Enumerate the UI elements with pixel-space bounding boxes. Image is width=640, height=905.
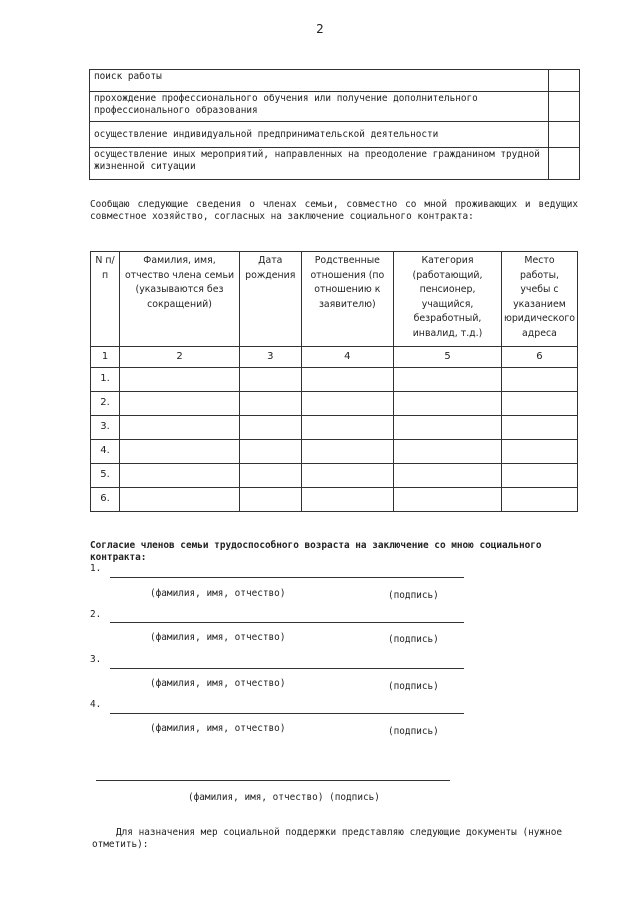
row-number: 6.: [91, 488, 120, 512]
table-row: [91, 392, 578, 416]
fullname-cell[interactable]: [120, 416, 240, 440]
intro-text: Сообщаю следующие сведения о членах семьи, совместно со мной проживающих и ведущих совместное хозяйство, согласных на заключение социального контракта:: [90, 199, 578, 222]
sign-caption: (подпись): [388, 726, 439, 737]
col-number: 5: [394, 347, 502, 368]
birthdate-cell[interactable]: [239, 488, 301, 512]
fullname-caption: (фамилия, имя, отчество): [150, 678, 286, 689]
option-checkbox[interactable]: [549, 148, 580, 180]
fullname-caption: (фамилия, имя, отчество): [150, 723, 286, 734]
family-members-table: [90, 251, 578, 512]
signature-number: 3.: [90, 654, 102, 665]
col-number: 1: [91, 347, 120, 368]
category-cell[interactable]: [394, 440, 502, 464]
option-label: осуществление индивидуальной предпринимательской деятельности: [90, 122, 549, 148]
table-row: [91, 464, 578, 488]
signature-number: 2.: [90, 609, 102, 620]
col-number: 4: [301, 347, 394, 368]
fullname-cell[interactable]: [120, 368, 240, 392]
workplace-cell[interactable]: [501, 440, 577, 464]
fullname-cell[interactable]: [120, 392, 240, 416]
table-row: [91, 488, 578, 512]
header-workplace: Место работы, учебы с указанием юридического адреса: [501, 252, 577, 347]
row-number: 3.: [91, 416, 120, 440]
header-fullname: Фамилия, имя, отчество члена семьи (указываются без сокращений): [120, 252, 240, 347]
category-cell[interactable]: [394, 416, 502, 440]
fullname-caption: (фамилия, имя, отчество): [150, 632, 286, 643]
page-number: 2: [316, 22, 324, 36]
option-label: прохождение профессионального обучения или получение дополнительного профессионального образования: [90, 92, 549, 122]
row-number: 2.: [91, 392, 120, 416]
header-category: Категория (работающий, пенсионер, учащийся, безработный, инвалид, т.д.): [394, 252, 502, 347]
birthdate-cell[interactable]: [239, 368, 301, 392]
category-cell[interactable]: [394, 368, 502, 392]
header-relation: Родственные отношения (по отношению к заявителю): [301, 252, 394, 347]
option-checkbox[interactable]: [549, 92, 580, 122]
category-cell[interactable]: [394, 392, 502, 416]
relation-cell[interactable]: [301, 488, 394, 512]
signature-line[interactable]: [110, 577, 464, 578]
signature-line[interactable]: [110, 713, 464, 714]
category-cell[interactable]: [394, 464, 502, 488]
documents-text: Для назначения мер социальной поддержки представляю следующие документы (нужное отметить):: [92, 827, 562, 850]
fullname-cell[interactable]: [120, 464, 240, 488]
option-checkbox[interactable]: [549, 122, 580, 148]
header-number: N п/п: [91, 252, 120, 347]
birthdate-cell[interactable]: [239, 416, 301, 440]
relation-cell[interactable]: [301, 464, 394, 488]
workplace-cell[interactable]: [501, 464, 577, 488]
fullname-cell[interactable]: [120, 440, 240, 464]
signature-number: 4.: [90, 699, 102, 710]
option-checkbox[interactable]: [549, 70, 580, 92]
category-cell[interactable]: [394, 488, 502, 512]
fullname-caption: (фамилия, имя, отчество): [150, 588, 286, 599]
signature-number: 1.: [90, 563, 102, 574]
col-number: 3: [239, 347, 301, 368]
sign-caption: (подпись): [388, 634, 439, 645]
options-table: [89, 69, 580, 180]
sign-caption: (подпись): [388, 681, 439, 692]
row-number: 5.: [91, 464, 120, 488]
col-number: 6: [501, 347, 577, 368]
relation-cell[interactable]: [301, 440, 394, 464]
workplace-cell[interactable]: [501, 488, 577, 512]
final-caption: (фамилия, имя, отчество) (подпись): [188, 792, 380, 803]
row-number: 1.: [91, 368, 120, 392]
final-signature-line[interactable]: [96, 780, 450, 781]
workplace-cell[interactable]: [501, 416, 577, 440]
table-row: [91, 440, 578, 464]
birthdate-cell[interactable]: [239, 464, 301, 488]
sign-caption: (подпись): [388, 590, 439, 601]
relation-cell[interactable]: [301, 392, 394, 416]
table-row: [91, 368, 578, 392]
workplace-cell[interactable]: [501, 392, 577, 416]
table-row: [91, 416, 578, 440]
workplace-cell[interactable]: [501, 368, 577, 392]
relation-cell[interactable]: [301, 416, 394, 440]
fullname-cell[interactable]: [120, 488, 240, 512]
birthdate-cell[interactable]: [239, 392, 301, 416]
signature-line[interactable]: [110, 622, 464, 623]
relation-cell[interactable]: [301, 368, 394, 392]
col-number: 2: [120, 347, 240, 368]
birthdate-cell[interactable]: [239, 440, 301, 464]
signature-line[interactable]: [110, 668, 464, 669]
row-number: 4.: [91, 440, 120, 464]
option-label: поиск работы: [90, 70, 549, 92]
consent-title: Согласие членов семьи трудоспособного возраста на заключение со мною социального контракта:: [90, 540, 542, 563]
header-birthdate: Дата рождения: [239, 252, 301, 347]
option-label: осуществление иных мероприятий, направленных на преодоление гражданином трудной жизненной ситуации: [90, 148, 549, 180]
